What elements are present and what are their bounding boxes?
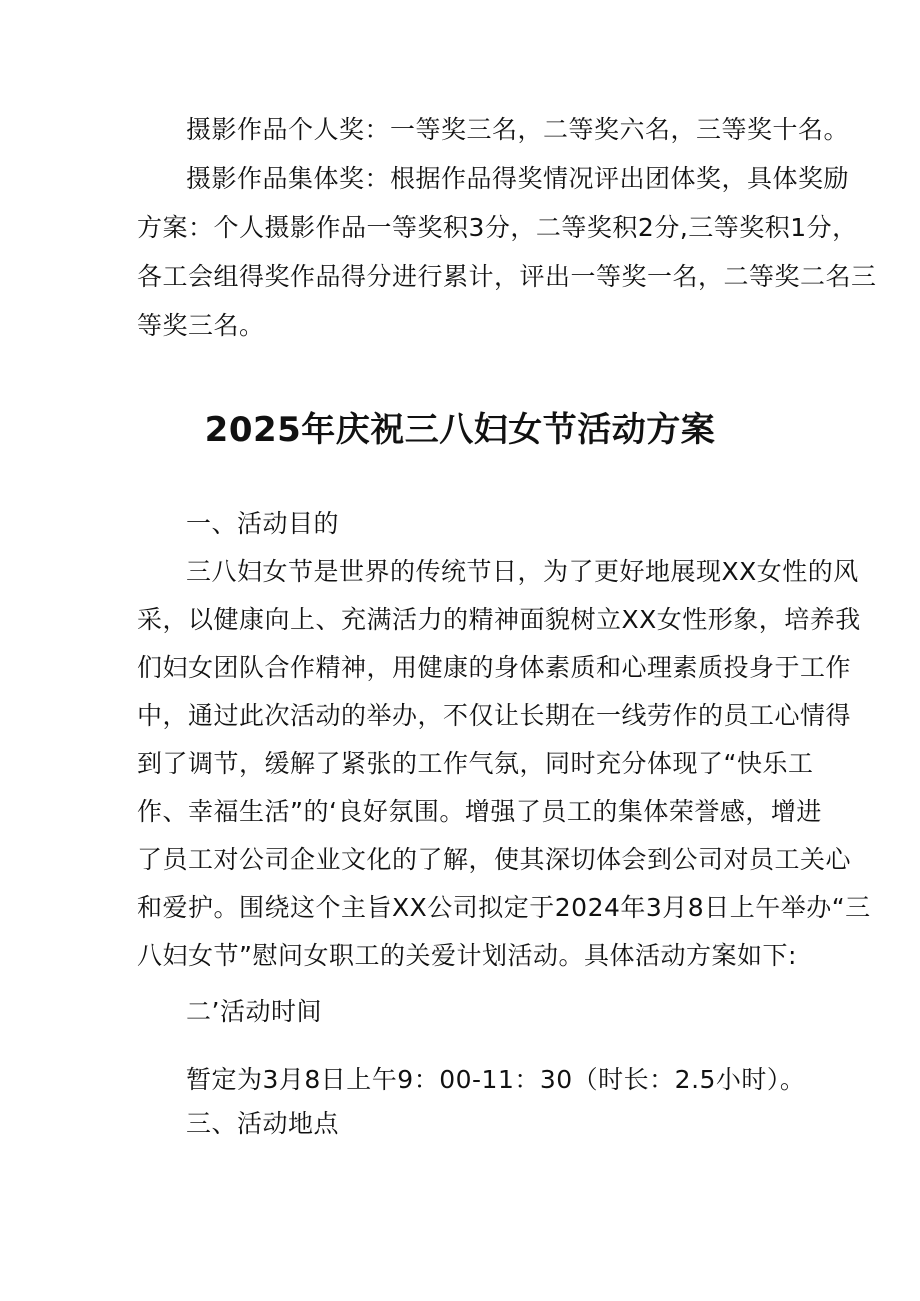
award-scheme-line: 方案：个人摄影作品一等奖积3分，二等奖积2分,三等奖积1分， (137, 213, 858, 242)
purpose-line-3: 们妇女团队合作精神，用健康的身体素质和心理素质投身于工作 (137, 653, 852, 682)
purpose-line-4: 中，通过此次活动的举办，不仅让长期在一线劳作的员工心情得 (137, 701, 852, 730)
award-group-line: 摄影作品集体奖：根据作品得奖情况评出团体奖，具体奖励 (186, 164, 850, 193)
time-text: 暂定为3月8日上午9：00-11：30（时长：2.5小时）。 (186, 1065, 806, 1094)
purpose-line-8: 和爱护。围绕这个主旨XX公司拟定于2024年3月8日上午举办“三 (137, 893, 871, 922)
time-heading: 二’活动时间 (186, 997, 322, 1026)
award-third-line: 等奖三名。 (137, 311, 265, 340)
award-individual-line: 摄影作品个人奖：一等奖三名，二等奖六名，三等奖十名。 (186, 115, 850, 144)
purpose-line-1: 三八妇女节是世界的传统节日，为了更好地展现XX女性的风 (186, 557, 859, 586)
award-accumulate-line: 各工会组得奖作品得分进行累计，评出一等奖一名，二等奖二名三 (137, 262, 877, 291)
document-title: 2025年庆祝三八妇女节活动方案 (204, 410, 716, 450)
purpose-line-9: 八妇女节”慰问女职工的关爱计划活动。具体活动方案如下: (137, 941, 797, 970)
purpose-heading: 一、活动目的 (186, 509, 340, 538)
purpose-line-7: 了员工对公司企业文化的了解，使其深切体会到公司对员工关心 (137, 845, 852, 874)
purpose-line-6: 作、幸福生活”的‘良好氛围。增强了员工的集体荣誉感，增进 (137, 797, 822, 826)
place-heading: 三、活动地点 (186, 1109, 340, 1138)
purpose-line-2: 采，以健康向上、充满活力的精神面貌树立XX女性形象，培养我 (137, 605, 861, 634)
purpose-line-5: 到了调节，缓解了紧张的工作气氛，同时充分体现了“快乐工 (137, 749, 814, 778)
